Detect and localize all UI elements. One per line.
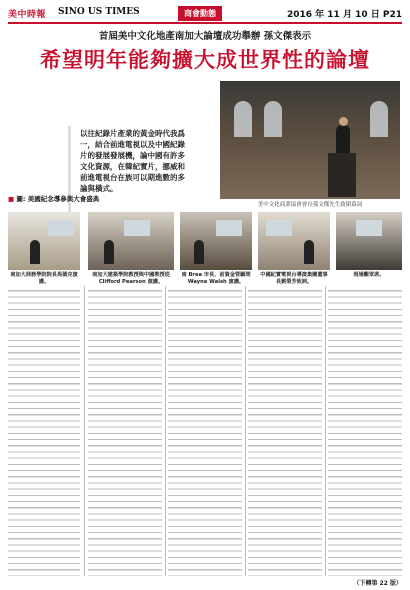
text-column: [248, 286, 322, 576]
section-tag: 商會動態: [178, 6, 222, 21]
photo-thumb: [258, 212, 330, 270]
photo-thumb: [8, 212, 80, 270]
hero-caption: 美中文化商業協會會長孫文傑先生致閉幕詞: [257, 202, 363, 208]
podium: [328, 153, 356, 197]
text-column: [8, 286, 80, 576]
masthead-rule: [8, 22, 402, 24]
article-subhead: 首屆美中文化地產南加大論壇成功舉辦 孫文傑表示: [98, 31, 312, 42]
brand-chinese: 美中時報: [8, 10, 47, 20]
brand-english: SINO US TIMES: [58, 7, 140, 17]
photo-thumb: [88, 212, 174, 270]
speaker-head: [339, 117, 348, 126]
person-figure: [104, 240, 114, 264]
feature-label: ■ 圖: 美國紀念導參與大會盛典: [8, 194, 99, 203]
hero-photo: [220, 81, 400, 199]
column-divider: [165, 286, 166, 576]
article-body: [8, 286, 402, 576]
column-divider: [245, 286, 246, 576]
window-shape: [234, 101, 252, 137]
pull-quote-text: 以往紀錄片產業的黃金時代我爲一，結合前進電視以及中國紀錄片的發展發展機，論中國有許多文化資源，在韓紀實片，挪威和前進電視台在族可以期進數的多論與橫式。: [80, 129, 185, 193]
screen-shape: [266, 220, 292, 236]
article-headline: 希望明年能夠擴大成世界性的論壇: [40, 48, 370, 72]
person-figure: [30, 240, 40, 264]
photo-thumb: [180, 212, 252, 270]
screen-shape: [356, 220, 382, 236]
continued-note: （下轉第 22 版）: [353, 580, 402, 587]
text-column: [168, 286, 242, 576]
photo-caption: 南加大商務學院院長馬德克演講。: [10, 272, 78, 285]
screen-shape: [124, 220, 150, 236]
photo-thumb: [336, 212, 402, 270]
photo-row: [8, 212, 402, 272]
text-column: [88, 286, 162, 576]
column-divider: [325, 286, 326, 576]
speaker-figure: [336, 125, 350, 155]
window-shape: [264, 101, 282, 137]
person-figure: [194, 240, 204, 264]
pull-quote: [80, 128, 188, 194]
issue-date: 2016 年 11 月 10 日 P21: [286, 10, 402, 20]
screen-shape: [48, 220, 74, 236]
column-divider: [84, 286, 85, 576]
window-shape: [370, 101, 388, 137]
photo-caption: 南加大建築學院教授與中國教授從 Clifford Pearson 演講。: [92, 272, 170, 285]
photo-caption: 南 Brea 市長、前資金管顧問 Wayne Walsh 演講。: [181, 272, 251, 285]
screen-shape: [216, 220, 242, 236]
text-column: [328, 286, 402, 576]
photo-caption: 現場觀眾席。: [353, 272, 385, 278]
person-figure: [304, 240, 314, 264]
masthead: [8, 7, 402, 21]
photo-caption: 中國紀實電視台導演集團董事長劉榮芳致詞。: [260, 272, 328, 285]
